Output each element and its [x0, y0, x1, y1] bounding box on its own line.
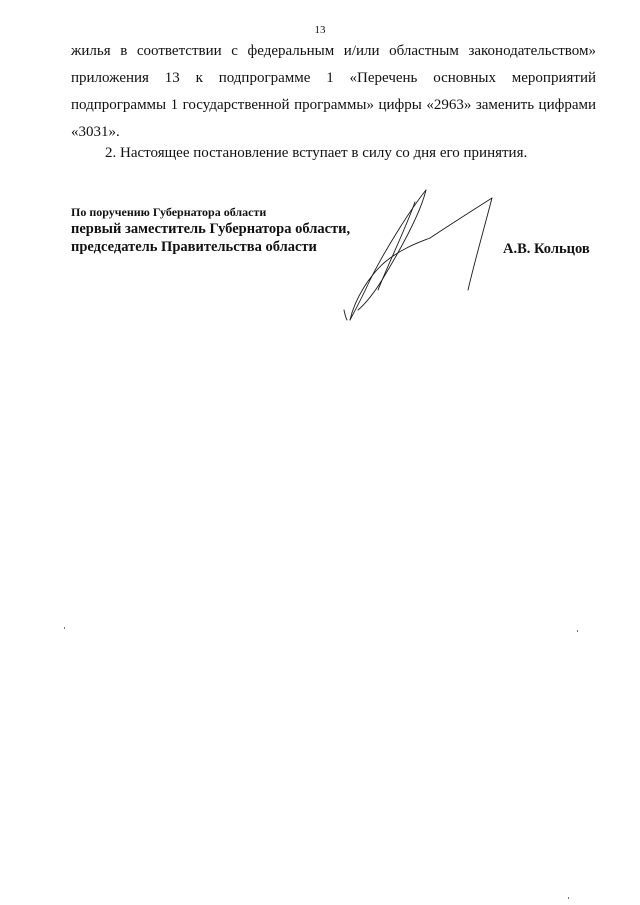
scan-speck — [577, 630, 578, 632]
signature-stroke — [358, 190, 426, 310]
signature-position-line: первый заместитель Губернатора области, — [71, 221, 351, 237]
signature-stroke — [344, 310, 347, 320]
signature-title-line: председатель Правительства области — [71, 239, 317, 255]
paragraph-1-line: «3031». — [71, 124, 120, 140]
page-number: 13 — [314, 24, 326, 36]
scan-speck — [64, 627, 65, 629]
paragraph-1-line: подпрограммы 1 государственной программы» цифры «2963» заменить цифрами — [71, 97, 596, 113]
paragraph-1-line: приложения 13 к подпрограмме 1 «Перечень основных мероприятий — [71, 70, 596, 86]
signature-stroke — [468, 198, 492, 290]
signer-name: А.В. Кольцов — [503, 241, 590, 257]
signature-stroke — [350, 238, 430, 320]
signature-stroke — [350, 190, 426, 320]
paragraph-1-line: жилья в соответствии с федеральным и/или областным законодательством» — [71, 43, 596, 59]
paragraph-2: 2. Настоящее постановление вступает в силу со дня его принятия. — [105, 145, 528, 161]
signature-authority-line: По поручению Губернатора области — [71, 205, 267, 219]
handwritten-signature-icon — [330, 180, 510, 325]
signature-stroke — [378, 202, 415, 290]
paragraph-1 — [71, 38, 596, 146]
scan-speck — [568, 897, 569, 899]
signature-block — [71, 204, 350, 256]
